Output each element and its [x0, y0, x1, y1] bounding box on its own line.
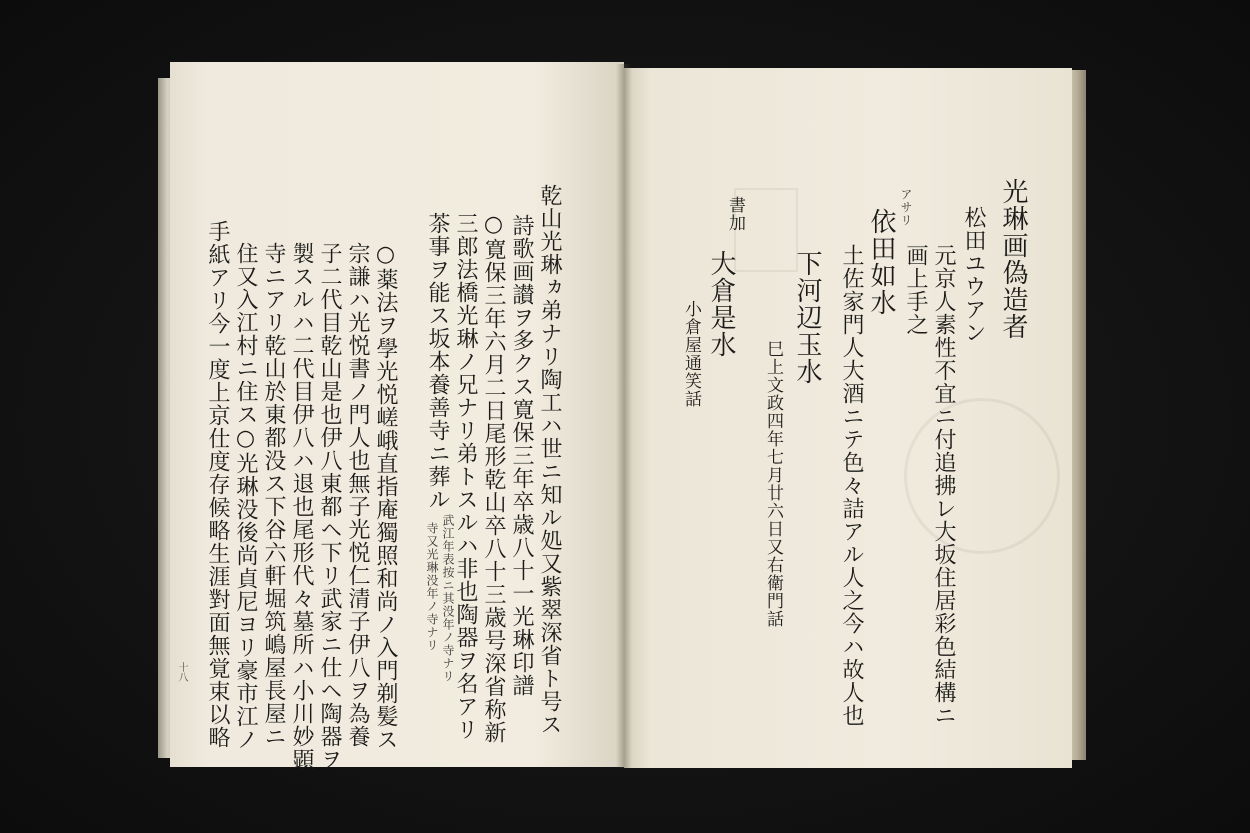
annotation-column: 寺又光琳没年ノ寺ナリ — [425, 522, 439, 652]
entry-source: 小倉屋通笑話 — [681, 300, 701, 408]
text-column: 住又入江村ニ住ス○光琳没後尚貞尼ヨリ豪市江ノ — [233, 242, 258, 751]
text-column: 乾山光琳ヵ弟ナリ陶工ハ世ニ知ル処又紫翠深省ト号ス — [537, 184, 562, 736]
text-column: 手紙アリ今一度上京仕度存候略生涯對面無覚束以略 — [205, 220, 230, 749]
book-gutter — [616, 64, 632, 768]
entry-name: 下河辺玉水 — [792, 250, 822, 385]
text-column: ○寛保三年六月二日尾形乾山卒八十三歳号深省称新 — [481, 212, 506, 744]
text-column: 詩歌画讃ヲ多クス寛保三年卒歳八十一光琳印譜 — [509, 214, 534, 697]
entry-description: 土佐家門人大酒ニテ色々詰アル人之今ハ故人也 — [839, 244, 864, 727]
annotation-column: 武江年表按ニ其没年ノ寺ナリ — [441, 514, 455, 683]
text-column: ○薬法ヲ學光悦嵯峨直指庵獨照和尚ノ入門剃髪ス — [373, 242, 398, 751]
entry-name: 依田如水 — [866, 208, 896, 316]
text-column: 茶事ヲ能ス坂本養善寺ニ葬ル — [425, 212, 450, 511]
text-column: 製スルハ二代目伊八ハ退也尾形代々墓所ハ小川妙顕 — [289, 242, 314, 771]
entry-description: 元京人素性不宜ニ付追拂レ大坂住居彩色結構ニ — [931, 244, 956, 727]
furigana: アサリ — [899, 188, 913, 227]
text-column: 子二代目乾山是也伊八東都ヘ下リ武家ニ仕ヘ陶器ヲ — [317, 242, 342, 771]
right-page — [624, 68, 1072, 768]
left-page — [170, 62, 624, 771]
text-column: 宗謙ハ光悦書ノ門人也無子光悦仁清子伊八ヲ為養 — [345, 242, 370, 748]
text-column: 寺ニアリ乾山於東都没ス下谷六軒堀筑嶋屋長屋ニ — [261, 242, 286, 748]
page-title: 光琳画偽造者 — [998, 178, 1028, 340]
entry-name: 大倉是水 — [706, 250, 736, 358]
entry-name: 松田ユウアン — [961, 206, 986, 344]
addendum-label: 書加 — [725, 196, 745, 232]
folio-number: 十八 — [176, 662, 187, 682]
entry-description: 画上手之 — [903, 244, 928, 336]
entry-date: 巳上文政四年七月廿六日又右衛門話 — [763, 340, 783, 628]
text-column: 三郎法橋光琳ノ兄ナリ弟トスルハ非也陶器ヲ名アリ — [453, 212, 478, 741]
bleed-through-seal — [904, 398, 1060, 554]
